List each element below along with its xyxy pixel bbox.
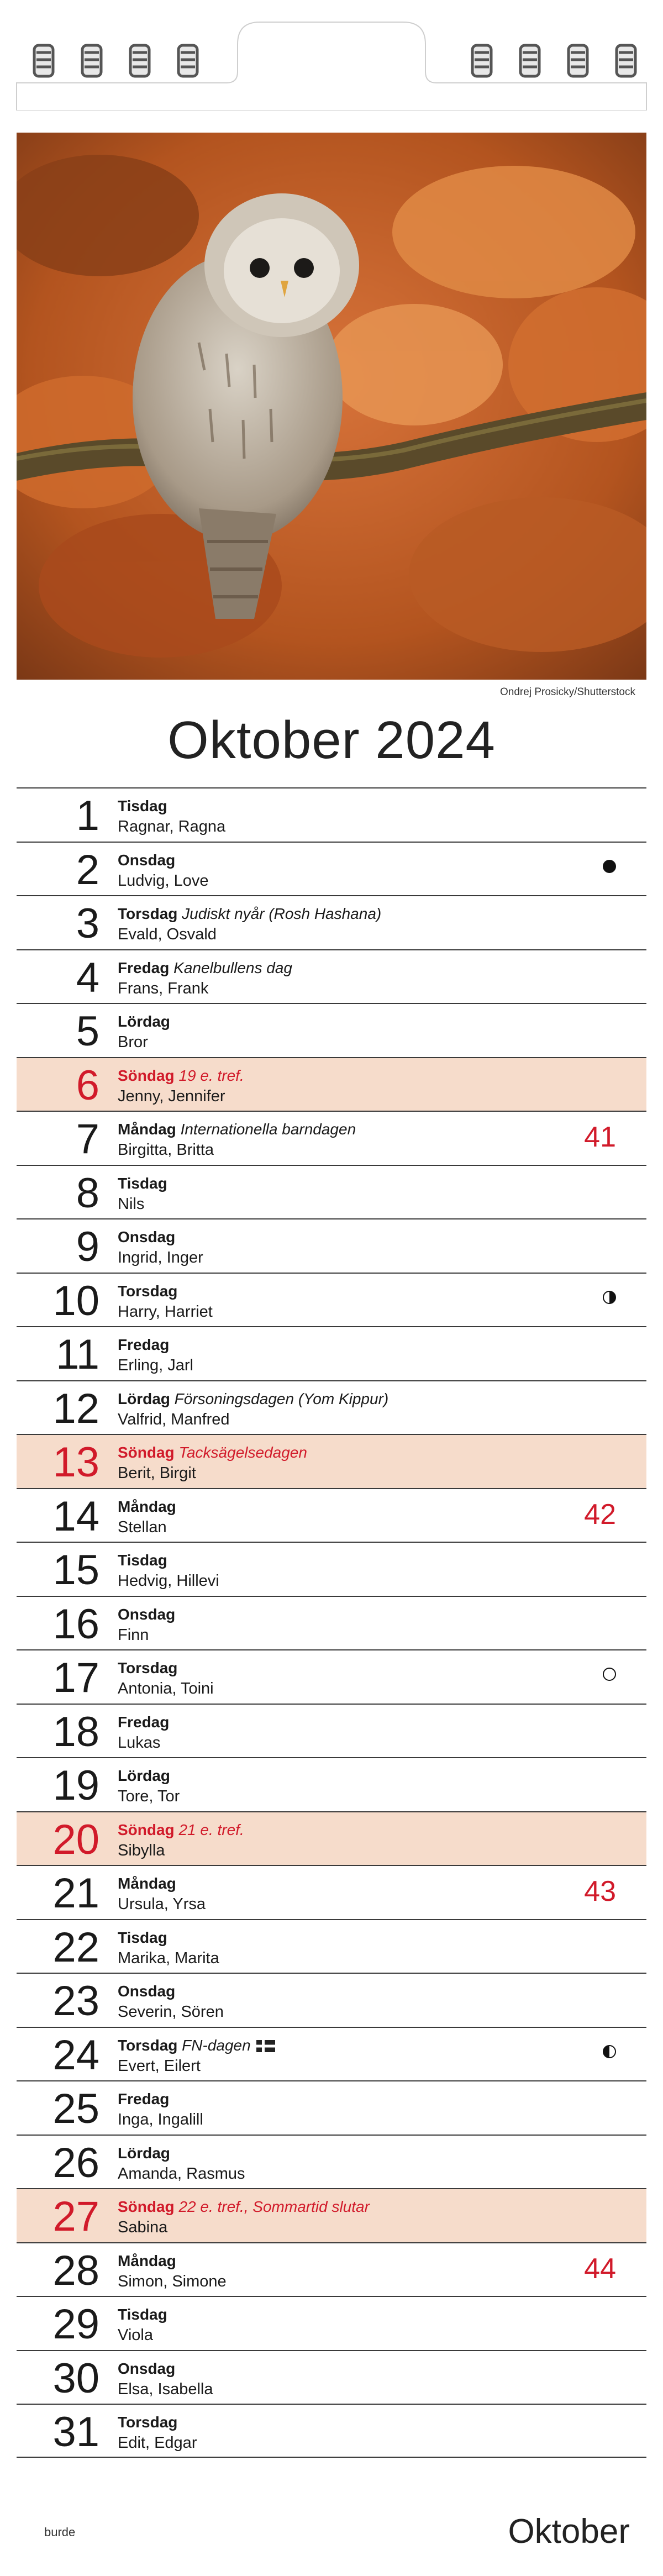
full-moon-icon [601,1666,618,1683]
weekday-label: Lördag [118,1767,170,1784]
weekday-label: Onsdag [118,1983,176,2000]
day-row [17,1111,646,1165]
day-number: 10 [52,1277,99,1324]
day-heading [118,1606,175,1623]
day-row [17,1919,646,1973]
brand-logo: burde [44,2525,76,2539]
day-heading [118,1767,170,1785]
name-day: Ingrid, Inger [118,1249,203,1266]
name-day: Evald, Osvald [118,926,217,943]
name-day: Birgitta, Britta [118,1141,214,1159]
day-row [17,1811,646,1865]
day-row [17,1757,646,1811]
weekday-label: Torsdag [118,2414,178,2431]
day-heading [118,1929,167,1947]
day-note: 19 e. tref. [178,1066,244,1084]
day-heading [118,1067,244,1085]
day-heading [118,1552,167,1569]
day-number: 30 [52,2354,99,2402]
day-row [17,1488,646,1542]
last-quarter-icon [601,2043,618,2060]
day-number: 20 [52,1816,99,1863]
day-heading [118,851,175,869]
name-day: Stellan [118,1518,167,1536]
day-heading [118,1282,177,1300]
day-row [17,842,646,896]
weekday-label: Onsdag [118,851,176,869]
weekday-label: Lördag [118,1390,170,1407]
photo-credit: Ondrej Prosicky/Shutterstock [500,686,635,698]
day-heading [118,1713,169,1731]
day-number: 3 [76,900,99,947]
name-day: Jenny, Jennifer [118,1087,225,1105]
day-note: FN-dagen [182,2036,251,2054]
day-number: 8 [76,1169,99,1217]
name-day: Lukas [118,1733,161,1752]
day-number: 24 [52,2031,99,2079]
day-row [17,1542,646,1596]
weekday-label: Måndag [118,1121,176,1138]
weekday-label: Onsdag [118,1228,176,1245]
week-number: 41 [584,1121,616,1153]
weekday-label: Söndag [118,1444,175,1461]
day-row [17,2404,646,2458]
day-number: 6 [76,1061,99,1109]
weekday-label: Lördag [118,2144,170,2162]
day-row [17,1434,646,1488]
day-heading [118,1175,167,1192]
day-number: 7 [76,1116,99,1163]
name-day: Harry, Harriet [118,1302,213,1321]
day-number: 17 [52,1654,99,1701]
weekday-label: Torsdag [118,905,178,922]
day-list [17,787,646,2458]
weekday-label: Fredag [118,2090,170,2107]
month-title: Oktober 2024 [167,711,496,770]
weekday-label: Lördag [118,1013,170,1030]
name-day: Ragnar, Ragna [118,818,226,835]
name-day: Hedvig, Hillevi [118,1572,219,1590]
day-row [17,1649,646,1704]
day-number: 31 [52,2409,99,2456]
day-note: Kanelbullens dag [173,959,292,976]
weekday-label: Måndag [118,1497,176,1515]
new-moon-icon [601,858,618,875]
day-heading [118,2306,167,2323]
week-number: 43 [584,1875,616,1907]
name-day: Antonia, Toini [118,1680,214,1697]
spiral-binding [0,0,663,105]
weekday-label: Fredag [118,959,170,976]
name-day: Amanda, Rasmus [118,2164,245,2183]
weekday-label: Torsdag [118,1282,178,1300]
weekday-label: Tisdag [118,1174,167,1192]
name-day: Berit, Birgit [118,1464,196,1482]
day-heading [118,2360,175,2378]
day-heading [118,1228,175,1246]
day-number: 21 [52,1870,99,1917]
name-day: Valfrid, Manfred [118,1410,230,1428]
weekday-label: Söndag [118,2198,175,2215]
day-number: 16 [52,1600,99,1648]
day-heading [118,1444,307,1462]
name-day: Simon, Simone [118,2272,227,2290]
day-note: 22 e. tref., Sommartid slutar [178,2198,370,2215]
day-heading [118,2090,169,2108]
day-heading [118,905,381,923]
day-heading [118,1390,388,1408]
day-row [17,1218,646,1273]
day-row [17,895,646,949]
name-day: Finn [118,1626,149,1644]
day-row [17,2080,646,2135]
weekday-label: Onsdag [118,2359,176,2377]
name-day: Nils [118,1195,145,1213]
name-day: Elsa, Isabella [118,2380,213,2398]
calendar-photo [17,133,646,680]
day-heading [118,1498,176,1516]
day-heading [118,2144,170,2162]
day-number: 26 [52,2139,99,2186]
day-row [17,1273,646,1327]
first-quarter-icon [601,1289,618,1306]
weekday-label: Fredag [118,1336,170,1353]
day-number: 11 [56,1331,99,1378]
name-day: Sibylla [118,1841,165,1859]
name-day: Ludvig, Love [118,871,209,890]
weekday-label: Fredag [118,1713,170,1731]
day-row [17,1165,646,1219]
week-number: 44 [584,2252,616,2285]
day-number: 1 [76,792,99,839]
day-row [17,1973,646,2027]
day-row [17,1326,646,1380]
day-heading [118,1983,175,2000]
flag-icon [256,2040,275,2052]
day-number: 25 [52,2085,99,2132]
day-number: 23 [52,1978,99,2025]
day-number: 13 [52,1439,99,1486]
day-row [17,2242,646,2296]
day-number: 14 [52,1492,99,1540]
day-number: 12 [52,1385,99,1432]
day-number: 15 [52,1547,99,1594]
weekday-label: Söndag [118,1821,175,1838]
weekday-label: Måndag [118,2252,176,2269]
weekday-label: Söndag [118,1066,175,1084]
weekday-label: Tisdag [118,797,167,814]
day-heading [118,2037,275,2054]
footer-month: Oktober [508,2512,630,2551]
name-day: Severin, Sören [118,2003,224,2021]
name-day: Viola [118,2326,153,2344]
name-day: Sabina [118,2218,168,2236]
day-note: Judiskt nyår (Rosh Hashana) [182,905,382,922]
day-heading [118,959,292,977]
weekday-label: Tisdag [118,2306,167,2323]
name-day: Edit, Edgar [118,2434,197,2452]
day-number: 4 [76,954,99,1001]
name-day: Bror [118,1033,148,1051]
day-heading [118,2414,177,2431]
day-number: 19 [52,1762,99,1809]
day-heading [118,1821,244,1839]
day-note: 21 e. tref. [178,1821,244,1838]
week-number: 42 [584,1498,616,1531]
day-row [17,2350,646,2404]
day-number: 18 [52,1708,99,1755]
name-day: Ursula, Yrsa [118,1895,206,1913]
day-heading [118,1336,169,1354]
name-day: Erling, Jarl [118,1357,193,1374]
day-number: 28 [52,2247,99,2294]
day-row [17,1380,646,1434]
day-row [17,1865,646,1919]
day-note: Försoningsdagen (Yom Kippur) [174,1390,389,1407]
name-day: Tore, Tor [118,1788,180,1805]
day-row [17,2027,646,2081]
day-row [17,1704,646,1758]
day-row [17,1057,646,1111]
weekday-label: Måndag [118,1875,176,1892]
day-number: 2 [76,846,99,893]
name-day: Marika, Marita [118,1949,219,1967]
weekday-label: Tisdag [118,1552,167,1569]
day-heading [118,797,167,815]
name-day: Frans, Frank [118,979,209,997]
day-row [17,2188,646,2242]
day-number: 27 [52,2193,99,2240]
weekday-label: Torsdag [118,1659,178,1676]
name-day: Evert, Eilert [118,2057,201,2075]
day-row [17,949,646,1003]
day-row [17,1596,646,1650]
weekday-label: Onsdag [118,1605,176,1623]
day-note: Tacksägelsedagen [178,1444,307,1461]
day-heading [118,1659,177,1677]
day-row [17,2135,646,2189]
day-heading [118,1875,176,1892]
day-row [17,787,646,842]
name-day: Inga, Ingalill [118,2111,203,2128]
day-heading [118,2252,176,2270]
day-number: 9 [76,1223,99,1270]
weekday-label: Tisdag [118,1928,167,1946]
day-row [17,2296,646,2350]
day-note: Internationella barndagen [180,1121,356,1138]
day-heading [118,1121,356,1138]
weekday-label: Torsdag [118,2036,178,2054]
day-heading [118,2198,370,2216]
day-row [17,1003,646,1057]
day-number: 22 [52,1923,99,1971]
day-number: 29 [52,2301,99,2348]
day-number: 5 [76,1008,99,1055]
day-heading [118,1013,170,1031]
